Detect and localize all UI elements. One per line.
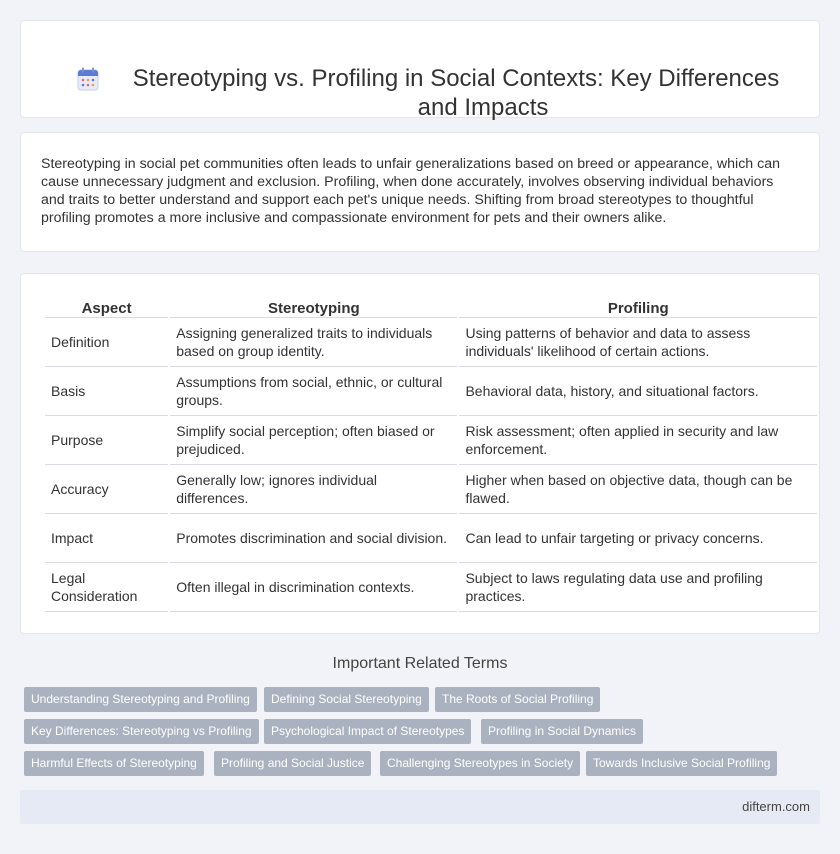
intro-card (20, 132, 820, 252)
cell-profiling: Using patterns of behavior and data to assess individuals' likelihood of certain actions. (459, 318, 817, 367)
related-term-tag[interactable]: Understanding Stereotyping and Profiling (24, 687, 257, 712)
table-header-row (45, 298, 817, 318)
cell-aspect: Definition (45, 318, 168, 367)
cell-aspect: Legal Consideration (45, 563, 168, 612)
table-row (45, 465, 817, 514)
cell-profiling: Risk assessment; often applied in security and law enforcement. (459, 416, 817, 465)
cell-aspect: Impact (45, 514, 168, 563)
comparison-table (43, 298, 819, 612)
intro-paragraph: Stereotyping in social pet communities often leads to unfair generalizations based on breed or appearance, which can cause unnecessary judgment and exclusion. Profiling, when done accurately, involves observing individual behaviors and traits to better understand and support each pet's unique needs. Shifting from broad stereotypes to thoughtful profiling promotes a more inclusive and compassionate environment for pets and their owners alike. (41, 156, 780, 226)
table-row (45, 318, 817, 367)
comparison-table-card (20, 273, 820, 634)
related-term-tag[interactable]: Harmful Effects of Stereotyping (24, 751, 204, 776)
cell-aspect: Accuracy (45, 465, 168, 514)
related-term-tag[interactable]: Defining Social Stereotyping (264, 687, 429, 712)
column-header-stereotyping: Stereotyping (170, 298, 457, 318)
related-term-tag[interactable]: Challenging Stereotypes in Society (380, 751, 580, 776)
related-term-tag[interactable]: Psychological Impact of Stereotypes (264, 719, 471, 744)
cell-stereotyping: Often illegal in discrimination contexts. (170, 563, 457, 612)
table-row (45, 367, 817, 416)
cell-aspect: Basis (45, 367, 168, 416)
table-row (45, 416, 817, 465)
cell-stereotyping: Generally low; ignores individual differences. (170, 465, 457, 514)
cell-profiling: Can lead to unfair targeting or privacy concerns. (459, 514, 817, 563)
related-terms-title: Important Related Terms (332, 655, 508, 672)
column-header-profiling: Profiling (459, 298, 817, 318)
table-row (45, 514, 817, 563)
table-row (45, 563, 817, 612)
header-card (20, 20, 820, 121)
related-term-tag[interactable]: Profiling and Social Justice (214, 751, 371, 776)
cell-aspect: Purpose (45, 416, 168, 465)
page-title: Stereotyping vs. Profiling in Social Contexts: Key Differences and Impacts (132, 65, 780, 121)
cell-profiling: Behavioral data, history, and situational factors. (459, 367, 817, 416)
cell-profiling: Subject to laws regulating data use and profiling practices. (459, 563, 817, 612)
related-term-tag[interactable]: Profiling in Social Dynamics (481, 719, 643, 744)
column-header-aspect: Aspect (45, 298, 168, 318)
related-term-tag[interactable]: Key Differences: Stereotyping vs Profiling (24, 719, 259, 744)
cell-stereotyping: Assumptions from social, ethnic, or cultural groups. (170, 367, 457, 416)
cell-stereotyping: Promotes discrimination and social division. (170, 514, 457, 563)
calendar-icon (77, 67, 99, 91)
related-term-tag[interactable]: Towards Inclusive Social Profiling (586, 751, 777, 776)
cell-stereotyping: Assigning generalized traits to individuals based on group identity. (170, 318, 457, 367)
related-term-tag[interactable]: The Roots of Social Profiling (435, 687, 600, 712)
cell-profiling: Higher when based on objective data, though can be flawed. (459, 465, 817, 514)
cell-stereotyping: Simplify social perception; often biased or prejudiced. (170, 416, 457, 465)
footer (20, 790, 820, 824)
footer-site-name[interactable]: difterm.com (742, 799, 810, 814)
